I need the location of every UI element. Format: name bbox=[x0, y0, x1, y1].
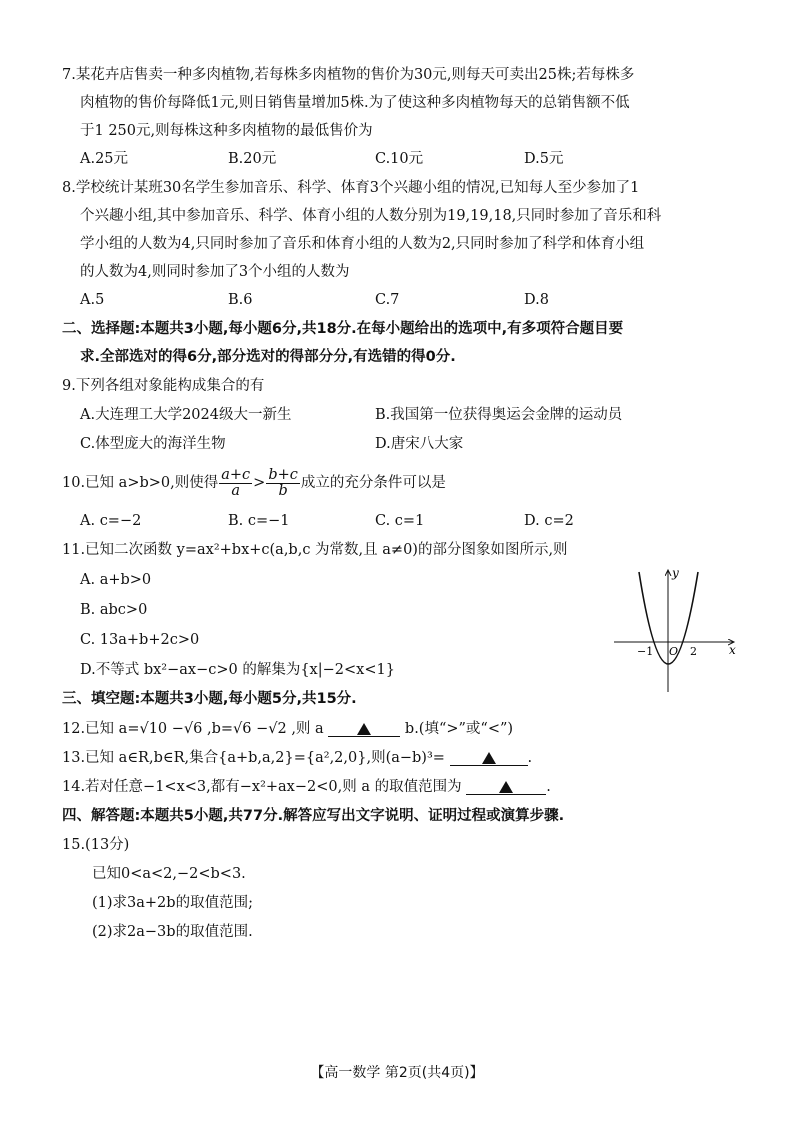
q8-option-c: C.7 bbox=[375, 292, 400, 308]
q13-prefix: 13.已知 a∈R,b∈R,集合{a+b,a,2}={a²,2,0},则(a−b)³= bbox=[62, 750, 445, 766]
q13-suffix: . bbox=[527, 750, 533, 766]
q7-line-2: 肉植物的售价每降低1元,则日销售量增加5株.为了使这种多肉植物每天的总销售额不低 bbox=[80, 95, 630, 111]
q7-option-a: A.25元 bbox=[80, 151, 129, 167]
q8-option-b: B.6 bbox=[228, 292, 253, 308]
section-3-heading: 三、填空题:本题共3小题,每小题5分,共15分. bbox=[62, 691, 357, 707]
q10-fraction-right bbox=[266, 468, 300, 499]
blank-marker-icon bbox=[482, 752, 496, 764]
x-axis-label: x bbox=[729, 643, 736, 657]
q10-option-b: B. c=−1 bbox=[228, 513, 290, 529]
q10-fraction-right-denominator: b bbox=[278, 482, 288, 499]
q11-stem: 11.已知二次函数 y=ax²+bx+c(a,b,c 为常数,且 a≠0)的部分图象如图所示,则 bbox=[62, 542, 568, 558]
q10-fraction-left-numerator: a+c bbox=[221, 466, 251, 483]
q10-prefix: 10.已知 a>b>0,则使得 bbox=[62, 475, 219, 491]
parabola-graph bbox=[612, 566, 742, 696]
section-2-heading-line-1: 二、选择题:本题共3小题,每小题6分,共18分.在每小题给出的选项中,有多项符合题目要 bbox=[62, 321, 624, 337]
q9-stem: 9.下列各组对象能构成集合的有 bbox=[62, 378, 265, 394]
q10-fraction-right-numerator: b+c bbox=[268, 466, 298, 483]
q9-option-b: B.我国第一位获得奥运会金牌的运动员 bbox=[375, 407, 623, 423]
q15-part-1: (1)求3a+2b的取值范围; bbox=[92, 895, 253, 911]
q8-line-3: 学小组的人数为4,只同时参加了音乐和体育小组的人数为2,只同时参加了科学和体育小组 bbox=[80, 236, 645, 252]
q15-part-2: (2)求2a−3b的取值范围. bbox=[92, 924, 253, 940]
q12-suffix: b.(填“>”或“<”) bbox=[404, 721, 514, 737]
q15-header: 15.(13分) bbox=[62, 837, 130, 853]
q7-line-1: 7.某花卉店售卖一种多肉植物,若每株多肉植物的售价为30元,则每天可卖出25株;若每株多 bbox=[62, 67, 635, 83]
origin-label: O bbox=[669, 645, 679, 658]
page-footer: 【高一数学 第2页(共4页)】 bbox=[310, 1065, 484, 1081]
q9-option-c: C.体型庞大的海洋生物 bbox=[80, 436, 226, 452]
blank-marker-icon bbox=[357, 723, 371, 735]
q9-option-d: D.唐宋八大家 bbox=[375, 436, 464, 452]
q11-option-c: C. 13a+b+2c>0 bbox=[80, 632, 200, 648]
q10-option-c: C. c=1 bbox=[375, 513, 425, 529]
q13-stem bbox=[62, 747, 532, 769]
q7-option-b: B.20元 bbox=[228, 151, 277, 167]
q10-fraction-left bbox=[219, 468, 252, 499]
blank-marker-icon bbox=[499, 781, 513, 793]
root-neg-label: −1 bbox=[637, 645, 654, 658]
q11-option-a: A. a+b>0 bbox=[80, 572, 152, 588]
section-4-heading: 四、解答题:本题共5小题,共77分.解答应写出文字说明、证明过程或演算步骤. bbox=[62, 808, 565, 824]
q7-option-c: C.10元 bbox=[375, 151, 424, 167]
q8-line-2: 个兴趣小组,其中参加音乐、科学、体育小组的人数分别为19,19,18,只同时参加了音乐和科 bbox=[80, 208, 662, 224]
root-pos-label: 2 bbox=[690, 645, 697, 658]
q10-stem bbox=[62, 466, 446, 500]
q13-answer-blank[interactable] bbox=[450, 747, 528, 766]
q15-given: 已知0<a<2,−2<b<3. bbox=[92, 866, 246, 882]
section-2-heading-line-2: 求.全部选对的得6分,部分选对的得部分分,有选错的得0分. bbox=[80, 349, 456, 365]
q10-option-a: A. c=−2 bbox=[80, 513, 142, 529]
q8-line-1: 8.学校统计某班30名学生参加音乐、科学、体育3个兴趣小组的情况,已知每人至少参加了1 bbox=[62, 180, 640, 196]
q11-option-d: D.不等式 bx²−ax−c>0 的解集为{x|−2<x<1} bbox=[80, 662, 395, 678]
q14-stem bbox=[62, 776, 551, 798]
q10-greater-sign: > bbox=[253, 475, 266, 491]
q10-fraction-left-denominator: a bbox=[231, 482, 241, 499]
q8-line-4: 的人数为4,则同时参加了3个小组的人数为 bbox=[80, 264, 350, 280]
q9-option-a: A.大连理工大学2024级大一新生 bbox=[80, 407, 292, 423]
q7-option-d: D.5元 bbox=[524, 151, 564, 167]
q14-prefix: 14.若对任意−1<x<3,都有−x²+ax−2<0,则 a 的取值范围为 bbox=[62, 779, 462, 795]
q10-suffix: 成立的充分条件可以是 bbox=[300, 475, 446, 491]
q12-answer-blank[interactable] bbox=[328, 718, 400, 737]
q8-option-d: D.8 bbox=[524, 292, 549, 308]
q12-stem bbox=[62, 718, 513, 740]
q10-option-d: D. c=2 bbox=[524, 513, 574, 529]
q11-option-b: B. abc>0 bbox=[80, 602, 148, 618]
q14-suffix: . bbox=[546, 779, 551, 795]
q7-line-3: 于1 250元,则每株这种多肉植物的最低售价为 bbox=[80, 123, 373, 139]
y-axis-label: y bbox=[672, 566, 679, 580]
q12-prefix: 12.已知 a=√10 −√6 ,b=√6 −√2 ,则 a bbox=[62, 721, 324, 737]
q8-option-a: A.5 bbox=[80, 292, 105, 308]
q14-answer-blank[interactable] bbox=[466, 776, 546, 795]
